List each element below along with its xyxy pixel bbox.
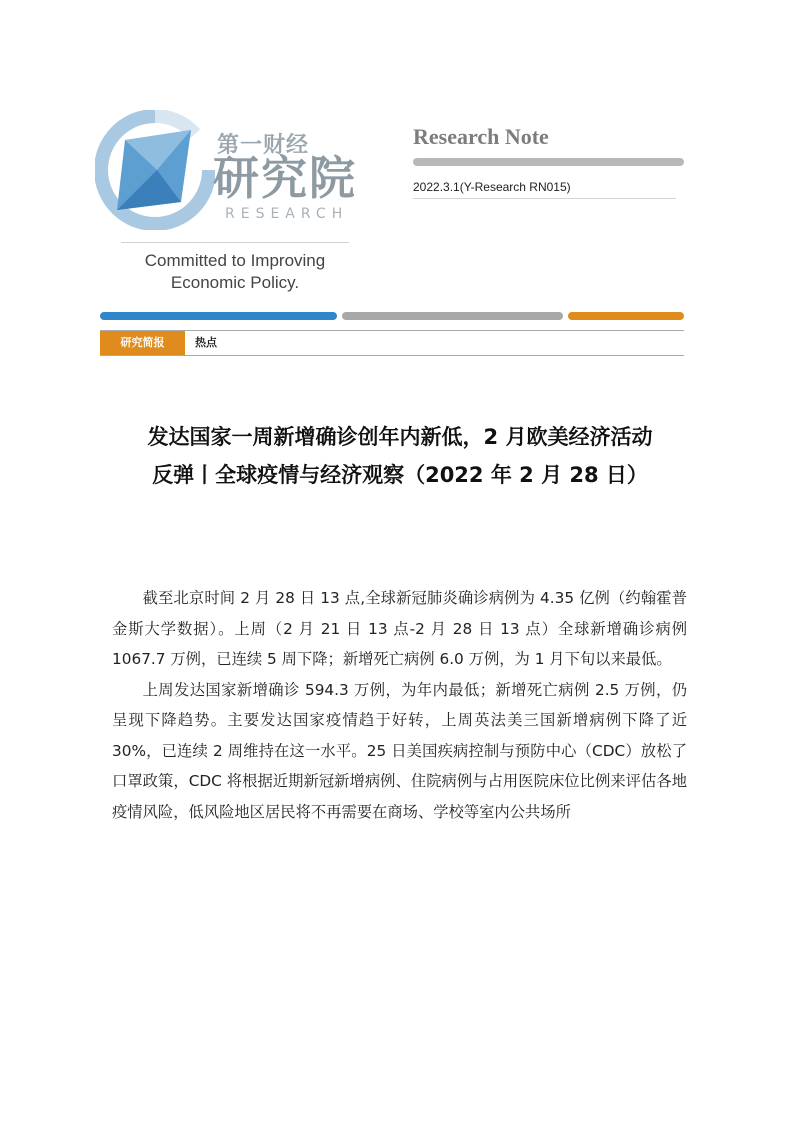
color-band-blue xyxy=(100,312,337,320)
tagline-line-1: Committed to Improving xyxy=(144,251,326,270)
logo-name-text: 研究院 xyxy=(213,151,357,205)
article-headline xyxy=(100,418,700,494)
logo-research-text: RESEARCH xyxy=(225,206,349,222)
color-band-gray xyxy=(342,312,563,320)
logo-mark-icon xyxy=(95,110,215,230)
logo-brand-text: 第一财经 xyxy=(217,133,310,158)
article-body xyxy=(112,583,687,827)
body-paragraph: 截至北京时间 2 月 28 日 13 点,全球新冠肺炎确诊病例为 4.35 亿例（约翰霍普金斯大学数据）。上周（2 月 21 日 13 点-2 月 28 日 13 点）全球新增确诊病例 1067.7 万例，已连续 5 周下降；新增死亡病例 6.0 万例，为 1 月下旬以来最低。 xyxy=(112,589,687,668)
date-divider xyxy=(413,198,676,199)
tagline-line-2: Economic Policy. xyxy=(170,273,300,292)
body-paragraph: 上周发达国家新增确诊 594.3 万例，为年内最低；新增死亡病例 2.5 万例，仍呈现下降趋势。主要发达国家疫情趋于好转，上周英法美三国新增病例下降了近 30%，已连续 2 周维持在这一水平。25 日美国疾病控制与预防中心（CDC）放松了口罩政策，CDC 将根据近期新冠新增病例、住院病例与占用医院床位比例来评估各地疫情风险，低风险地区居民将不再需要在商场、学校等室内公共场所 xyxy=(112,680,687,821)
note-title: Research Note xyxy=(413,124,549,149)
category-tag: 研究简报 xyxy=(100,331,185,355)
logo-divider xyxy=(121,242,349,243)
tagline xyxy=(95,250,375,294)
title-bar xyxy=(413,158,684,166)
color-band-orange xyxy=(568,312,684,320)
logo xyxy=(95,110,375,300)
headline-line-1: 发达国家一周新增确诊创年内新低，2 月欧美经济活动 xyxy=(147,425,653,449)
category-top-rule xyxy=(100,330,684,331)
category-topic: 热点 xyxy=(195,336,217,349)
note-date-code: 2022.3.1(Y-Research RN015) xyxy=(413,180,571,194)
category-bottom-rule xyxy=(100,355,684,356)
headline-line-2: 反弹丨全球疫情与经济观察（2022 年 2 月 28 日） xyxy=(152,463,648,487)
